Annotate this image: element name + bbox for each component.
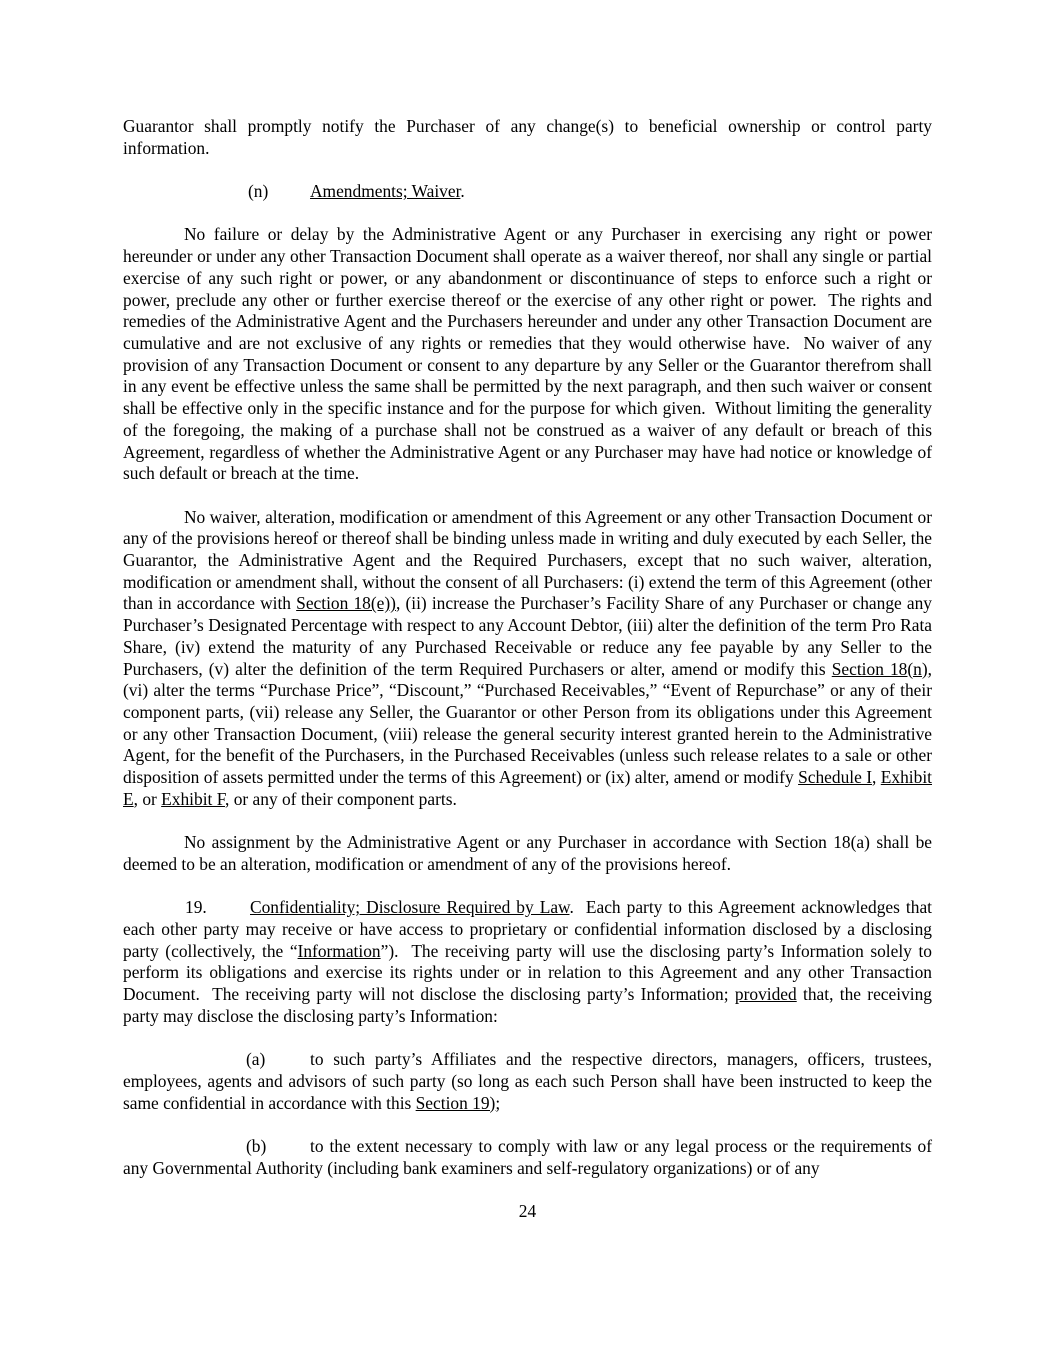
text-run: , (ii) increase the Purchaser’s Facility Share of any Purchaser or change any Purchaser’s Designated Percentage with respect to any Account Debtor, (iii) alter the definition of the term Pro Rata Share, (iv) extend the maturity of any Purchased Receivable or reduce any fee payable by any Seller to the Purchasers, (v) alter the definition of the term Required Purchasers or alter, amend or modify this [123, 593, 932, 679]
text-run: . [460, 181, 465, 202]
text-run: No waiver, alteration, modification or amendment of this Agreement or any other Transaction Document or any of the provisions hereof or thereof shall be binding unless made in writing and duly executed by each Seller, the Guarantor, the Administrative Agent and the Required Purchasers, except that no such waiver, alteration, modification or amendment shall, without the consent of all Purchasers: (i) extend the term of this Agreement (other than in accordance with [123, 506, 932, 614]
underlined-term: Confidentiality; Disclosure Required by Law [250, 897, 570, 918]
underlined-term: Amendments; Waiver [310, 181, 461, 202]
paragraph-clause-b [123, 1136, 932, 1179]
page-number: 24 [518, 1201, 537, 1222]
text-run: Guarantor shall promptly notify the Purchaser of any change(s) to beneficial ownership or control party information. [123, 116, 932, 158]
paragraph-label: (b) [246, 1135, 267, 1156]
underlined-term: Exhibit E [123, 767, 932, 809]
text-run: , or [133, 788, 162, 809]
heading-amendments-waiver [123, 181, 932, 203]
text-run: ”). The receiving party will use the disclosing party’s Information solely to perform its obligations and exercise its rights under or in relation to this Agreement and any other Transaction Document. The receiving party will not disclose the disclosing party’s Information; [123, 940, 932, 1005]
text-run: , (vi) alter the terms “Purchase Price”, “Discount,” “Purchased Receivables,” “Event of Repurchase” or any of their component parts, (vii) release any Seller, the Guarantor or other Person from its obligations under this Agreement or any other Transaction Document, (viii) release the general security interest granted herein to the Administrative Agent, for the benefit of the Purchasers, in the Purchased Receivables (unless such release relates to a sale or other disposition of assets permitted under the terms of this Agreement) or (ix) alter, amend or modify [123, 658, 932, 788]
text-run: . Each party to this Agreement acknowledges that each other party may receive or have access to proprietary or confidential information disclosed by a disclosing party (collectively, the “ [123, 897, 932, 961]
underlined-term: provided [734, 984, 797, 1005]
paragraph-no-waiver-alteration [123, 507, 932, 811]
paragraph-label: (n) [248, 181, 269, 202]
paragraph-no-assignment [123, 832, 932, 875]
underlined-term: Exhibit F [161, 788, 225, 809]
paragraph-guarantor-notice [123, 116, 932, 159]
text-run: No assignment by the Administrative Agent or any Purchaser in accordance with Section 18(a) shall be deemed to be an alteration, modification or amendment of any of the provisions hereof. [123, 832, 932, 874]
underlined-term: Section 18(n) [831, 658, 928, 679]
text-run: No failure or delay by the Administrative Agent or any Purchaser in exercising any right or power hereunder or under any other Transaction Document shall operate as a waiver thereof, nor shall any single or partial exercise of any such right or power, or any abandonment or discontinuance of steps to enforce such a right or power, preclude any other or further exercise thereof or the exercise of any other right or power. The rights and remedies of the Administrative Agent and the Purchasers hereunder and under any other Transaction Document are cumulative and are not exclusive of any rights or remedies that they would otherwise have. No waiver of any provision of any Transaction Document or consent to any departure by any Seller or the Guarantor therefrom shall in any event be effective unless the same shall be permitted by the next paragraph, and then such waiver or consent shall be effective only in the specific instance and for the purpose for which given. Without limiting the generality of the foregoing, the making of a purchase shall not be construed as a waiver of any default or breach of this Agreement, regardless of whether the Administrative Agent or any Purchaser may have had notice or knowledge of such default or breach at the time. [123, 224, 932, 484]
underlined-term: Section 19) [415, 1092, 496, 1113]
text-run: to the extent necessary to comply with law or any legal process or the requirements of any Governmental Authority (including bank examiners and self-regulatory organizations) or of any [123, 1135, 932, 1178]
paragraph-no-failure-delay [123, 224, 932, 484]
text-run: that, the receiving party may disclose the disclosing party’s Information: [123, 984, 932, 1026]
underlined-term: Information [297, 940, 381, 961]
underlined-term: Schedule I [798, 767, 873, 788]
paragraph-label: (a) [246, 1049, 266, 1070]
text-run: ; [495, 1092, 501, 1113]
paragraph-confidentiality-section-19 [123, 897, 932, 1027]
paragraph-clause-a [123, 1049, 932, 1114]
text-run: , or any of their component parts. [225, 788, 457, 809]
text-run: to such party’s Affiliates and the respective directors, managers, officers, trustees, employees, agents and advisors of such party (so long as each such Person shall have been instructed to keep the same confidential in accordance with this [123, 1049, 932, 1113]
underlined-term: Section 18(e)) [296, 593, 396, 614]
text-run: , [872, 767, 881, 788]
paragraph-label: 19. [185, 897, 207, 918]
